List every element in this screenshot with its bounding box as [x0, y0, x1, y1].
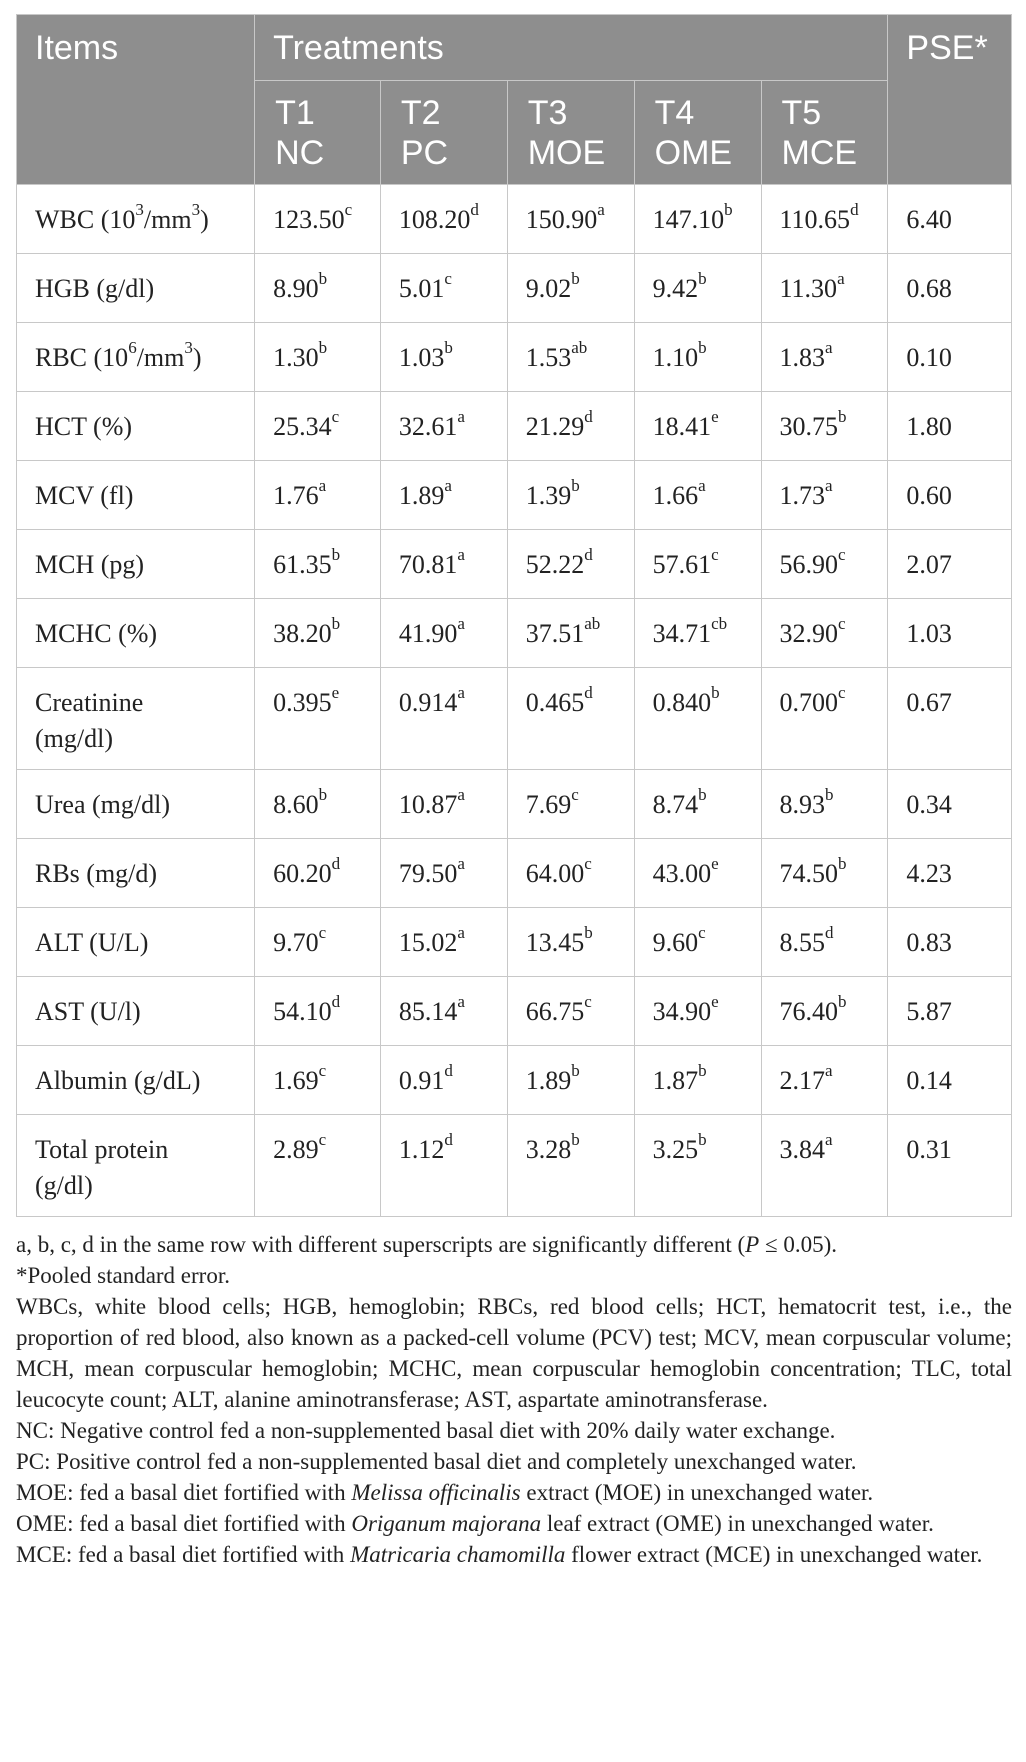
value-cell: 32.61$^a$	[380, 392, 507, 461]
items-header: Items	[17, 15, 255, 185]
pse-cell: 4.23	[888, 839, 1012, 908]
value-cell: 56.90$^c$	[761, 530, 888, 599]
value-cell: 8.74$^b$	[634, 770, 761, 839]
pse-note: *Pooled standard error.	[16, 1263, 230, 1288]
pse-cell: 1.80	[888, 392, 1012, 461]
value-cell: 3.84$^a$	[761, 1115, 888, 1217]
value-cell: 2.17$^a$	[761, 1046, 888, 1115]
value-cell: 60.20$^d$	[255, 839, 381, 908]
ome-note: OME: fed a basal diet fortified with Origanum majorana leaf extract (OME) in unexchanged water.	[16, 1511, 934, 1536]
value-cell: 38.20$^b$	[255, 599, 381, 668]
value-cell: 13.45$^b$	[507, 908, 634, 977]
value-cell: 1.12$^d$	[380, 1115, 507, 1217]
table-row	[17, 392, 1012, 461]
pse-cell: 0.14	[888, 1046, 1012, 1115]
column-header-t1: T1 NC	[255, 81, 381, 185]
value-cell: 1.30$^b$	[255, 323, 381, 392]
pse-cell: 0.67	[888, 668, 1012, 770]
treatments-header: Treatments	[255, 15, 888, 81]
table-row	[17, 1046, 1012, 1115]
mce-note: MCE: fed a basal diet fortified with Matricaria chamomilla flower extract (MCE) in unexchanged water.	[16, 1542, 983, 1567]
table-row	[17, 530, 1012, 599]
value-cell: 41.90$^a$	[380, 599, 507, 668]
table-row	[17, 908, 1012, 977]
pse-cell: 0.10	[888, 323, 1012, 392]
value-cell: 1.89$^b$	[507, 1046, 634, 1115]
pse-cell: 0.60	[888, 461, 1012, 530]
item-cell: WBC $(10^3/mm^3)$	[17, 185, 255, 254]
item-cell: ALT (U/L)	[17, 908, 255, 977]
value-cell: 1.69$^c$	[255, 1046, 381, 1115]
item-cell: MCH (pg)	[17, 530, 255, 599]
value-cell: 76.40$^b$	[761, 977, 888, 1046]
value-cell: 54.10$^d$	[255, 977, 381, 1046]
value-cell: 11.30$^a$	[761, 254, 888, 323]
pse-cell: 0.34	[888, 770, 1012, 839]
table-container	[16, 14, 1012, 1570]
value-cell: 9.60$^c$	[634, 908, 761, 977]
pse-cell: 1.03	[888, 599, 1012, 668]
value-cell: 18.41e	[634, 392, 761, 461]
table-row	[17, 254, 1012, 323]
pse-cell: 2.07	[888, 530, 1012, 599]
value-cell: 43.00e	[634, 839, 761, 908]
column-header-t4: T4 OME	[634, 81, 761, 185]
value-cell: 1.10$^b$	[634, 323, 761, 392]
abbreviations-note: WBCs, white blood cells; HGB, hemoglobin; RBCs, red blood cells; HCT, hematocrit test, i.e., the proportion of red blood, also known as a packed-cell volume (PCV) test; MCV, mean corpuscular volume; MCH, mean corpuscular hemoglobin; MCHC, mean corpuscular hemoglobin concentration; TLC, total leucocyte count; ALT, alanine aminotransferase; AST, aspartate aminotransferase.	[16, 1294, 1012, 1412]
value-cell: 37.51$^{ab}$	[507, 599, 634, 668]
value-cell: 8.60$^b$	[255, 770, 381, 839]
value-cell: 66.75$^c$	[507, 977, 634, 1046]
item-cell: Creatinine (mg/dl)	[17, 668, 255, 770]
pse-cell: 5.87	[888, 977, 1012, 1046]
value-cell: 0.465$^d$	[507, 668, 634, 770]
value-cell: 1.39$^b$	[507, 461, 634, 530]
value-cell: 3.28$^b$	[507, 1115, 634, 1217]
value-cell: 57.61$^c$	[634, 530, 761, 599]
value-cell: 25.34$^c$	[255, 392, 381, 461]
value-cell: 9.70$^c$	[255, 908, 381, 977]
table-footnotes	[16, 1229, 1012, 1570]
value-cell: 64.00$^c$	[507, 839, 634, 908]
value-cell: 85.14$^a$	[380, 977, 507, 1046]
value-cell: 32.90$^c$	[761, 599, 888, 668]
column-header-t2: T2 PC	[380, 81, 507, 185]
value-cell: 15.02$^a$	[380, 908, 507, 977]
nc-note: NC: Negative control fed a non-supplemented basal diet with 20% daily water exchange.	[16, 1418, 836, 1443]
value-cell: 1.66$^a$	[634, 461, 761, 530]
value-cell: 1.76$^a$	[255, 461, 381, 530]
value-cell: 21.29$^d$	[507, 392, 634, 461]
value-cell: 8.93$^b$	[761, 770, 888, 839]
table-row	[17, 668, 1012, 770]
value-cell: 79.50$^a$	[380, 839, 507, 908]
value-cell: 150.90$^a$	[507, 185, 634, 254]
column-header-t3: T3 MOE	[507, 81, 634, 185]
value-cell: 0.700$^c$	[761, 668, 888, 770]
pse-cell: 0.31	[888, 1115, 1012, 1217]
item-cell: Urea (mg/dl)	[17, 770, 255, 839]
table-row	[17, 839, 1012, 908]
pc-note: PC: Positive control fed a non-supplemented basal diet and completely unexchanged water.	[16, 1449, 857, 1474]
value-cell: 10.87$^a$	[380, 770, 507, 839]
value-cell: 108.20$^d$	[380, 185, 507, 254]
value-cell: 9.02$^b$	[507, 254, 634, 323]
value-cell: 110.65$^d$	[761, 185, 888, 254]
value-cell: 8.55$^d$	[761, 908, 888, 977]
pse-header: PSE*	[888, 15, 1012, 185]
value-cell: 5.01$^c$	[380, 254, 507, 323]
column-header-t5: T5 MCE	[761, 81, 888, 185]
value-cell: 34.71$^{cb}$	[634, 599, 761, 668]
table-row	[17, 461, 1012, 530]
table-row	[17, 185, 1012, 254]
significance-note: a, b, c, d in the same row with different superscripts are significantly different (P ≤ 0.05).	[16, 1232, 838, 1257]
moe-note: MOE: fed a basal diet fortified with Melissa officinalis extract (MOE) in unexchanged water.	[16, 1480, 874, 1505]
value-cell: 3.25$^b$	[634, 1115, 761, 1217]
item-cell: HGB (g/dl)	[17, 254, 255, 323]
item-cell: RBs (mg/d)	[17, 839, 255, 908]
value-cell: 7.69$^c$	[507, 770, 634, 839]
value-cell: 0.914$^a$	[380, 668, 507, 770]
value-cell: 0.395e	[255, 668, 381, 770]
table-row	[17, 323, 1012, 392]
table-body	[17, 185, 1012, 1217]
item-cell: MCHC (%)	[17, 599, 255, 668]
item-cell: HCT (%)	[17, 392, 255, 461]
value-cell: 70.81$^a$	[380, 530, 507, 599]
value-cell: 1.87$^b$	[634, 1046, 761, 1115]
item-cell: AST (U/l)	[17, 977, 255, 1046]
value-cell: 30.75$^b$	[761, 392, 888, 461]
pse-cell: 6.40	[888, 185, 1012, 254]
pse-cell: 0.68	[888, 254, 1012, 323]
table-row	[17, 977, 1012, 1046]
value-cell: 0.91$^d$	[380, 1046, 507, 1115]
value-cell: 52.22$^d$	[507, 530, 634, 599]
item-cell: MCV (fl)	[17, 461, 255, 530]
value-cell: 0.840$^b$	[634, 668, 761, 770]
value-cell: 74.50$^b$	[761, 839, 888, 908]
item-cell: Albumin (g/dL)	[17, 1046, 255, 1115]
results-table	[16, 14, 1012, 1217]
value-cell: 1.73$^a$	[761, 461, 888, 530]
value-cell: 1.53$^{ab}$	[507, 323, 634, 392]
value-cell: 1.89$^a$	[380, 461, 507, 530]
value-cell: 9.42$^b$	[634, 254, 761, 323]
value-cell: 34.90e	[634, 977, 761, 1046]
value-cell: 61.35$^b$	[255, 530, 381, 599]
value-cell: 1.83$^a$	[761, 323, 888, 392]
item-cell: Total protein (g/dl)	[17, 1115, 255, 1217]
table-row	[17, 770, 1012, 839]
value-cell: 8.90$^b$	[255, 254, 381, 323]
pse-cell: 0.83	[888, 908, 1012, 977]
table-row	[17, 1115, 1012, 1217]
table-row	[17, 599, 1012, 668]
item-cell: RBC $(10^6/mm^3)$	[17, 323, 255, 392]
value-cell: 2.89$^c$	[255, 1115, 381, 1217]
value-cell: 123.50$^c$	[255, 185, 381, 254]
value-cell: 147.10$^b$	[634, 185, 761, 254]
value-cell: 1.03$^b$	[380, 323, 507, 392]
